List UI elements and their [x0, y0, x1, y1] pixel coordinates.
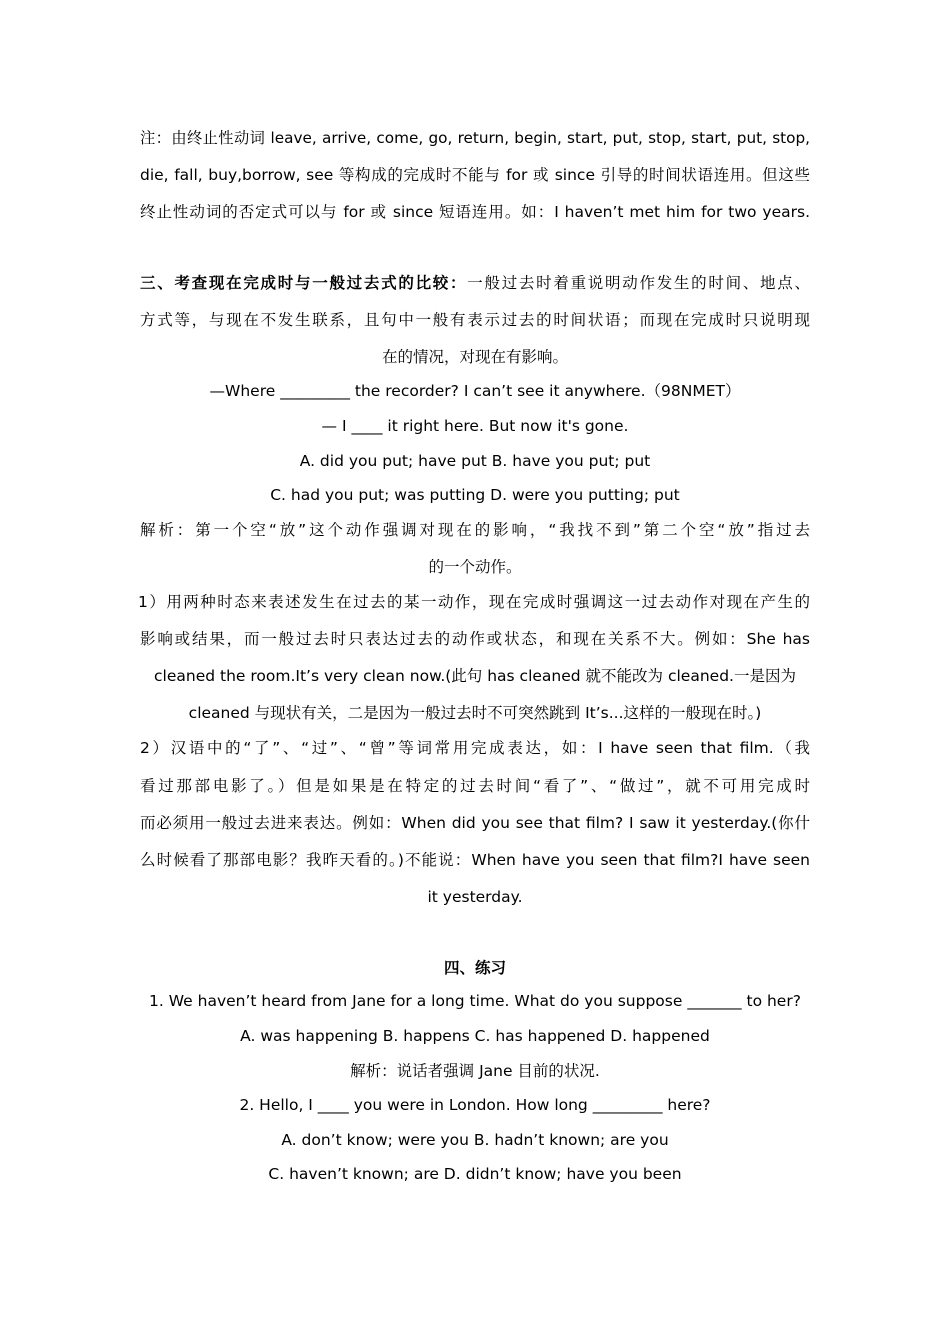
exercise-question-2-options-1: A. don’t know; were you B. hadn’t known; are you — [281, 1131, 669, 1149]
point2-line-5: it yesterday. — [427, 888, 523, 906]
analysis-line-2: 的一个动作。 — [428, 558, 522, 576]
exercise-question-1-analysis: 解析：说话者强调 Jane 目前的状况. — [350, 1062, 600, 1080]
section3-heading: 三、考查现在完成时与一般过去式的比较： — [140, 274, 468, 292]
example-question-1: —Where _________ the recorder? I can’t see it anywhere.（98NMET） — [209, 382, 741, 400]
note-line-3: 终止性动词的否定式可以与 for 或 since 短语连用。如：I haven’t met him for two years. — [140, 203, 810, 221]
example-question-2: — I ____ it right here. But now it's gone. — [321, 417, 629, 435]
section3-line-2: 方式等，与现在不发生联系，且句中一般有表示过去的时间状语；而现在完成时只说明现 — [140, 311, 810, 329]
note-line-1: 注：由终止性动词 leave, arrive, come, go, return, begin, start, put, stop, start, put, stop, — [140, 129, 810, 147]
point2-line-4: 么时候看了那部电影？我昨天看的。)不能说：When have you seen that film?I have seen — [140, 851, 810, 869]
section3-line-1 — [140, 272, 810, 294]
example-options-1: A. did you put; have put B. have you put; put — [299, 452, 651, 470]
exercise-question-1-options: A. was happening B. happens C. has happened D. happened — [240, 1027, 710, 1045]
note-line-2: die, fall, buy,borrow, see 等构成的完成时不能与 for 或 since 引导的时间状语连用。但这些 — [140, 166, 810, 184]
point2-line-1: 2）汉语中的“了”、“过”、“曾”等词常用完成表达，如：I have seen that film.（我 — [140, 739, 810, 757]
point1-line-4: cleaned 与现状有关，二是因为一般过去时不可突然跳到 It’s...这样的一般现在时。) — [188, 704, 762, 722]
section3-line1-rest: 一般过去时着重说明动作发生的时间、地点、 — [467, 274, 810, 292]
exercise-question-2: 2. Hello, I ____ you were in London. How long _________ here? — [239, 1096, 711, 1114]
example-options-2: C. had you put; was putting D. were you putting; put — [270, 486, 680, 504]
point1-line-3: cleaned the room.It’s very clean now.(此句 has cleaned 就不能改为 cleaned.一是因为 — [154, 667, 796, 685]
point2-line-2: 看过那部电影了。）但是如果是在特定的过去时间“看了”、“做过”，就不可用完成时 — [140, 777, 810, 795]
point1-line-1: 1）用两种时态来表述发生在过去的某一动作，现在完成时强调这一过去动作对现在产生的 — [138, 593, 810, 611]
point1-line-2: 影响或结果，而一般过去时只表达过去的动作或状态，和现在关系不大。例如：She has — [140, 630, 810, 648]
section4-heading: 四、练习 — [443, 959, 506, 977]
point2-line-3: 而必须用一般过去进来表达。例如：When did you see that film? I saw it yesterday.(你什 — [140, 814, 810, 832]
section3-line-3: 在的情况，对现在有影响。 — [381, 348, 568, 366]
exercise-question-1: 1. We haven’t heard from Jane for a long time. What do you suppose _______ to her? — [149, 992, 801, 1010]
analysis-line-1: 解析：第一个空“放”这个动作强调对现在的影响，“我找不到”第二个空“放”指过去 — [140, 521, 810, 539]
exercise-question-2-options-2: C. haven’t known; are D. didn’t know; have you been — [268, 1165, 682, 1183]
